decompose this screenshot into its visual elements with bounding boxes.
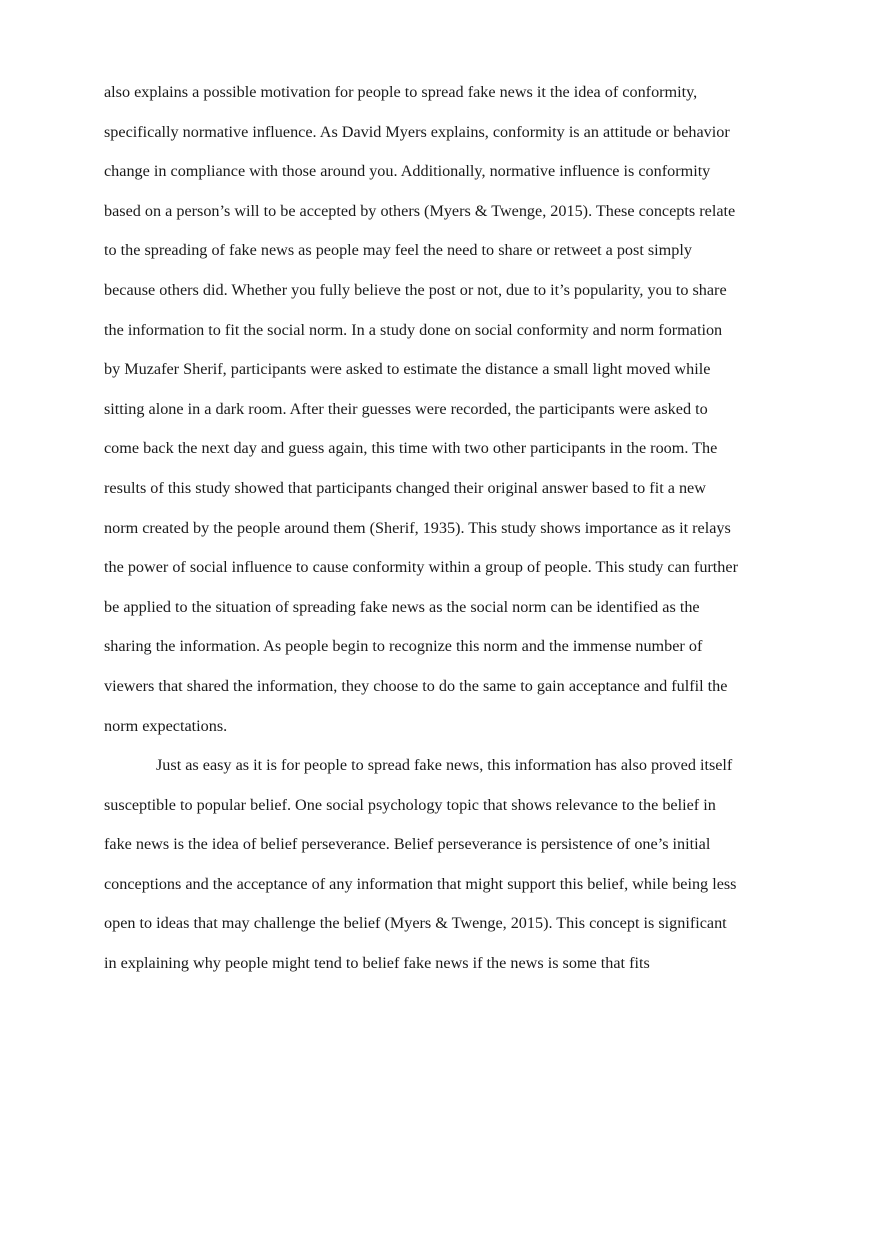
text-line: be applied to the situation of spreading fake news as the social norm can be identified as the: [104, 597, 700, 616]
text-line: fake news is the idea of belief perseverance. Belief perseverance is persistence of one’s initial: [104, 835, 711, 854]
text-line: open to ideas that may challenge the belief (Myers & Twenge, 2015). This concept is significant: [104, 914, 727, 933]
text-line: come back the next day and guess again, this time with two other participants in the room. The: [104, 439, 718, 458]
text-line: results of this study showed that participants changed their original answer based to fit a new: [104, 478, 706, 497]
text-line: sitting alone in a dark room. After their guesses were recorded, the participants were asked to: [104, 399, 708, 418]
text-line: susceptible to popular belief. One social psychology topic that shows relevance to the belief in: [104, 795, 716, 814]
text-line: in explaining why people might tend to belief fake news if the news is some that fits: [104, 954, 650, 973]
text-line: because others did. Whether you fully believe the post or not, due to it’s popularity, you to share: [104, 280, 727, 299]
text-line: the information to fit the social norm. In a study done on social conformity and norm formation: [104, 320, 723, 339]
text-line: also explains a possible motivation for people to spread fake news it the idea of conformity,: [104, 83, 698, 101]
text-line: sharing the information. As people begin to recognize this norm and the immense number of: [104, 637, 703, 656]
text-line: norm expectations.: [104, 716, 228, 735]
text-line: by Muzafer Sherif, participants were asked to estimate the distance a small light moved while: [104, 360, 711, 379]
text-line: norm created by the people around them (Sherif, 1935). This study shows importance as it relays: [104, 518, 731, 537]
body-text: [104, 78, 794, 989]
text-line: change in compliance with those around you. Additionally, normative influence is conformity: [104, 162, 711, 181]
paragraph-first-line: Just as easy as it is for people to spread fake news, this information has also proved itself: [156, 756, 733, 775]
text-line: conceptions and the acceptance of any information that might support this belief, while being less: [104, 874, 737, 893]
text-line: specifically normative influence. As David Myers explains, conformity is an attitude or behavior: [104, 122, 730, 141]
text-line: the power of social influence to cause conformity within a group of people. This study can further: [104, 558, 738, 577]
text-line: based on a person’s will to be accepted by others (Myers & Twenge, 2015). These concepts relate: [104, 201, 736, 220]
text-line: to the spreading of fake news as people may feel the need to share or retweet a post simply: [104, 241, 692, 260]
text-line: viewers that shared the information, they choose to do the same to gain acceptance and fulfil the: [104, 676, 728, 695]
